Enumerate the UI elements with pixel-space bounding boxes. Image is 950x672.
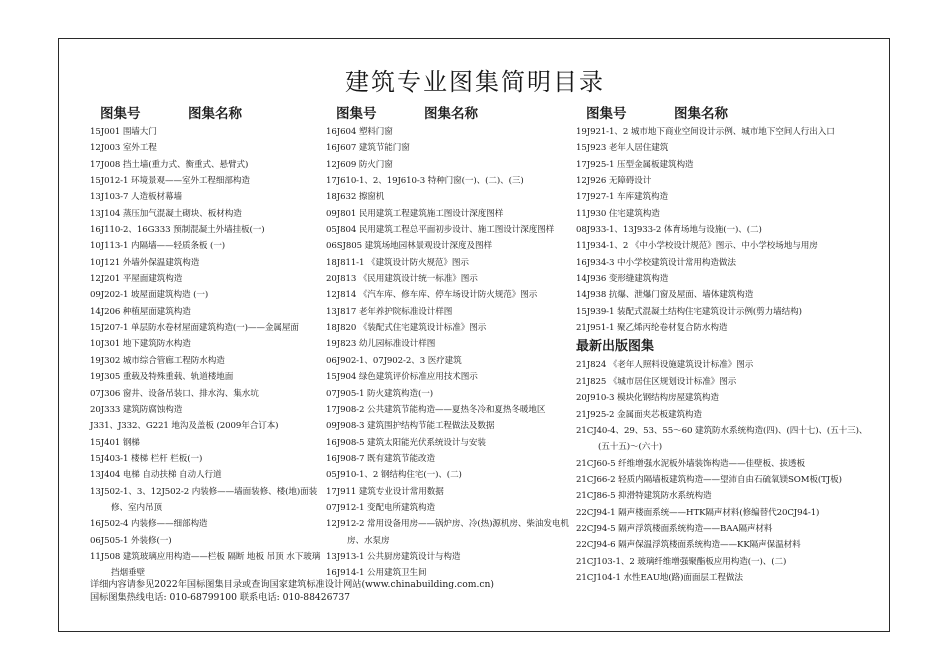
catalog-entry: 21CJ104-1 水性EAU地(路)面面层工程做法 bbox=[576, 572, 743, 583]
catalog-entry: 09J801 民用建筑工程建筑施工图设计深度图样 bbox=[326, 208, 504, 219]
catalog-entry: 18J811-1 《建筑设计防火规范》图示 bbox=[326, 257, 469, 268]
new-publications-list bbox=[576, 357, 876, 586]
catalog-entry: 13J104 蒸压加气混凝土砌块、板材构造 bbox=[90, 208, 242, 219]
catalog-entry: 07J306 窗井、设备吊装口、排水沟、集水坑 bbox=[90, 388, 259, 399]
catalog-entry: 22CJ94-5 隔声浮筑楼面系统构造——BAA隔声材料 bbox=[576, 523, 773, 534]
catalog-entry: 16J604 塑料门窗 bbox=[326, 127, 393, 137]
catalog-entry: 14J206 种植屋面建筑构造 bbox=[90, 306, 191, 317]
catalog-entry: 16J908-5 建筑太阳能光伏系统设计与安装 bbox=[326, 437, 486, 448]
catalog-entry: 21CJ66-2 轻质内隔墙板建筑构造——望沛自由石硫氧镁SOM板(TJ板) bbox=[576, 474, 842, 485]
catalog-entry: 09J908-3 建筑围护结构节能工程做法及数据 bbox=[326, 421, 495, 432]
catalog-entry: 16J110-2、16G333 预制混凝土外墙挂板(一) bbox=[90, 225, 265, 236]
catalog-entry: 07J905-1 防火建筑构造(一) bbox=[326, 388, 433, 399]
catalog-entry: J331、J332、G221 地沟及盖板 (2009年合订本) bbox=[90, 421, 279, 432]
catalog-entry: 15J403-1 楼梯 栏杆 栏板(一) bbox=[90, 453, 203, 464]
catalog-entry: 14J936 变形缝建筑构造 bbox=[576, 274, 669, 285]
catalog-entry: 17J908-2 公共建筑节能构造——夏热冬冷和夏热冬暖地区 bbox=[326, 404, 546, 415]
catalog-entry: 11J508 建筑玻璃应用构造——栏板 隔断 地板 吊顶 水下玻璃 挡烟垂壁 bbox=[90, 551, 321, 579]
catalog-entry: 17J925-1 压型金属板建筑构造 bbox=[576, 159, 694, 170]
catalog-entry: 17J610-1、2、19J610-3 特种门窗(一)、(二)、(三) bbox=[326, 176, 524, 187]
catalog-entry: 16J934-3 中小学校建筑设计常用构造做法 bbox=[576, 257, 736, 268]
catalog-list bbox=[326, 124, 574, 582]
catalog-entry: 21CJ40-4、29、53、55～60 建筑防水系统构造(四)、(四十七)、(五十三)、(五十五)～(六十) bbox=[576, 425, 868, 453]
catalog-entry: 17J927-1 车库建筑构造 bbox=[576, 192, 668, 203]
catalog-entry: 10J113-1 内隔墙——轻质条板 (一) bbox=[90, 241, 226, 252]
catalog-entry: 12J926 无障碍设计 bbox=[576, 176, 652, 187]
catalog-entry: 17J911 建筑专业设计常用数据 bbox=[326, 486, 444, 497]
header-name: 图集名称 bbox=[188, 106, 242, 122]
header-name: 图集名称 bbox=[674, 106, 728, 122]
catalog-entry: 15J001 围墙大门 bbox=[90, 127, 157, 137]
catalog-entry: 15J904 绿色建筑评价标准应用技术图示 bbox=[326, 372, 478, 383]
catalog-entry: 14J938 抗爆、泄爆门窗及屋面、墙体建筑构造 bbox=[576, 290, 754, 301]
catalog-entry: 10J301 地下建筑防水构造 bbox=[90, 339, 191, 350]
catalog-entry: 21J824 《老年人照料设施建筑设计标准》图示 bbox=[576, 360, 754, 371]
catalog-entry: 22CJ94-1 隔声楼面系统——HTK隔声材料(修编替代20CJ94-1) bbox=[576, 507, 820, 518]
header-number: 图集号 bbox=[336, 106, 377, 122]
catalog-entry: 15J923 老年人居住建筑 bbox=[576, 143, 669, 154]
catalog-entry: 21CJ86-5 抑滑特建筑防水系统构造 bbox=[576, 491, 712, 502]
header-number: 图集号 bbox=[100, 106, 141, 122]
catalog-entry: 12J912-2 常用设备用房——锅炉房、冷(热)源机房、柴油发电机房、水泵房 bbox=[326, 519, 569, 546]
catalog-entry: 16J502-4 内装修——细部构造 bbox=[90, 519, 208, 530]
catalog-entry: 09J202-1 坡屋面建筑构造 (一) bbox=[90, 290, 209, 301]
catalog-entry: 15J939-1 装配式混凝土结构住宅建筑设计示例(剪力墙结构) bbox=[576, 306, 802, 317]
catalog-entry: 13J404 电梯 自动扶梯 自动人行道 bbox=[90, 470, 222, 481]
column-header bbox=[90, 102, 322, 120]
catalog-entry: 13J103-7 人造板材幕墙 bbox=[90, 192, 182, 203]
header-number: 图集号 bbox=[586, 106, 627, 122]
catalog-entry: 13J913-1 公共厨房建筑设计与构造 bbox=[326, 551, 461, 562]
catalog-entry: 20J813 《民用建筑设计统一标准》图示 bbox=[326, 274, 478, 285]
page-title: 建筑专业图集简明目录 bbox=[345, 68, 605, 96]
catalog-entry: 15J012-1 环境景观——室外工程细部构造 bbox=[90, 176, 250, 187]
catalog-entry: 16J908-7 既有建筑节能改造 bbox=[326, 453, 435, 464]
catalog-entry: 16J914-1 公用建筑卫生间 bbox=[326, 568, 427, 579]
footer-note bbox=[90, 578, 494, 604]
catalog-entry: 18J820 《装配式住宅建筑设计标准》图示 bbox=[326, 323, 487, 334]
catalog-entry: 11J934-1、2 《中小学校设计规范》图示、中小学校场地与用房 bbox=[576, 241, 818, 252]
catalog-entry: 21J825 《城市居住区规划设计标准》图示 bbox=[576, 376, 737, 387]
catalog-entry: 11J930 住宅建筑构造 bbox=[576, 208, 660, 219]
catalog-entry: 16J607 建筑节能门窗 bbox=[326, 143, 410, 154]
catalog-entry: 13J817 老年养护院标准设计样图 bbox=[326, 306, 453, 317]
catalog-entry: 06J505-1 外装修(一) bbox=[90, 535, 172, 546]
column-header bbox=[576, 102, 876, 120]
catalog-list bbox=[90, 124, 322, 582]
catalog-entry: 12J003 室外工程 bbox=[90, 143, 157, 154]
catalog-column-1 bbox=[90, 102, 322, 582]
catalog-entry: 21J925-2 金属面夹芯板建筑构造 bbox=[576, 409, 702, 420]
catalog-entry: 13J502-1、3、12J502-2 内装修——墙面装修、楼(地)面装修、室内吊顶 bbox=[90, 486, 318, 513]
footer-website-note: 详细内容请参见2022年国标图集目录或查询国家建筑标准设计网站(www.chinabuilding.com.cn) bbox=[90, 579, 495, 590]
catalog-entry: 12J814 《汽车库、修车库、停车场设计防火规范》图示 bbox=[326, 290, 538, 301]
catalog-entry: 12J201 平屋面建筑构造 bbox=[90, 274, 183, 285]
catalog-entry: 07J912-1 变配电所建筑构造 bbox=[326, 502, 435, 513]
catalog-column-2 bbox=[326, 102, 574, 582]
catalog-entry: 20J333 建筑防腐蚀构造 bbox=[90, 404, 183, 415]
catalog-entry: 19J823 幼儿园标准设计样图 bbox=[326, 339, 436, 350]
catalog-entry: 18J632 擦窗机 bbox=[326, 192, 385, 203]
catalog-entry: 19J305 重载及特殊重载、轨道楼地面 bbox=[90, 372, 234, 383]
catalog-entry: 20J910-3 模块化钢结构房屋建筑构造 bbox=[576, 393, 719, 404]
catalog-entry: 22CJ94-6 隔声保温浮筑楼面系统构造——KK隔声保温材料 bbox=[576, 540, 801, 551]
catalog-entry: 19J302 城市综合管廊工程防水构造 bbox=[90, 355, 225, 366]
catalog-entry: 05J804 民用建筑工程总平面初步设计、施工图设计深度图样 bbox=[326, 225, 555, 236]
catalog-entry: 12J609 防火门窗 bbox=[326, 159, 393, 170]
catalog-column-3 bbox=[576, 102, 876, 586]
catalog-entry: 19J921-1、2 城市地下商业空间设计示例、城市地下空间人行出入口 bbox=[576, 127, 835, 137]
new-publications-heading: 最新出版图集 bbox=[576, 339, 655, 355]
catalog-entry: 10J121 外墙外保温建筑构造 bbox=[90, 257, 200, 268]
catalog-entry: 17J008 挡土墙(重力式、衡重式、悬臂式) bbox=[90, 159, 249, 170]
catalog-entry: 08J933-1、13J933-2 体育场地与设施(一)、(二) bbox=[576, 225, 762, 236]
catalog-entry: 21CJ60-5 纤维增强水泥板外墙装饰构造——佳壁板、拔透板 bbox=[576, 458, 805, 469]
catalog-list bbox=[576, 124, 876, 336]
catalog-entry: 21J951-1 聚乙烯丙纶卷材复合防水构造 bbox=[576, 323, 728, 334]
catalog-entry: 21CJ103-1、2 玻璃纤维增强聚酯板应用构造(一)、(二) bbox=[576, 556, 787, 567]
footer-hotline: 国标图集热线电话: 010-68799100 联系电话: 010-88426737 bbox=[90, 592, 351, 603]
header-name: 图集名称 bbox=[424, 106, 478, 122]
catalog-entry: 05J910-1、2 钢结构住宅(一)、(二) bbox=[326, 470, 462, 481]
column-header bbox=[326, 102, 574, 120]
catalog-entry: 15J401 钢梯 bbox=[90, 437, 140, 448]
catalog-entry: 06SJ805 建筑场地园林景观设计深度及图样 bbox=[326, 241, 493, 252]
catalog-entry: 06J902-1、07J902-2、3 医疗建筑 bbox=[326, 355, 462, 366]
catalog-entry: 15J207-1 单层防水卷材屋面建筑构造(一)——金属屋面 bbox=[90, 323, 299, 334]
